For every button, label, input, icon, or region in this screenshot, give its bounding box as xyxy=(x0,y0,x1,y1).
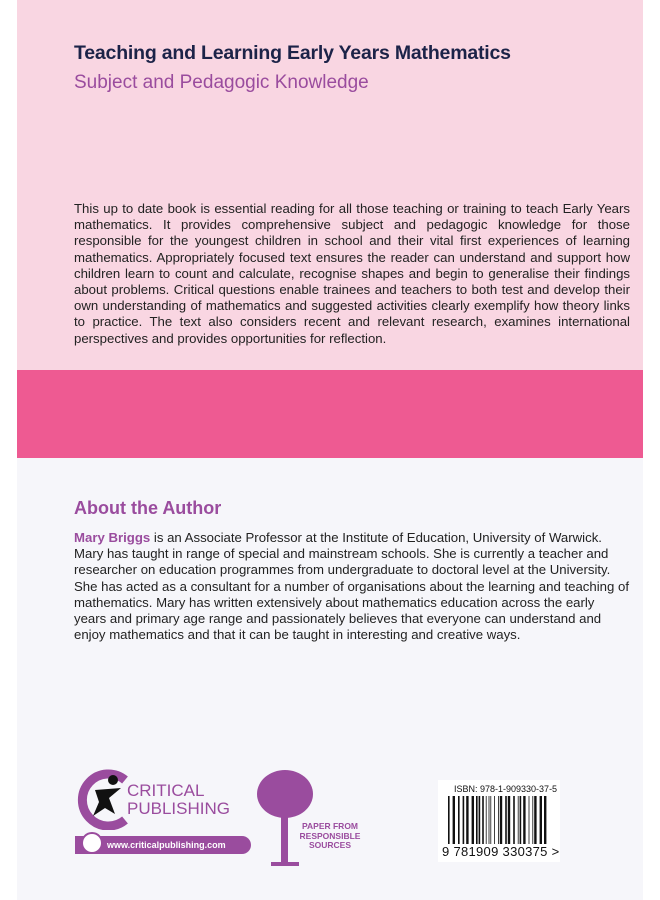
barcode-bar xyxy=(529,796,530,846)
isbn-text: ISBN: 978-1-909330-37-5 xyxy=(454,784,558,794)
critical-publishing-logo xyxy=(75,768,265,858)
barcode-bar xyxy=(458,796,460,846)
barcode-bar xyxy=(448,796,450,846)
barcode-bar xyxy=(453,796,455,846)
responsible-sources-logo xyxy=(255,768,365,868)
barcode-bar xyxy=(532,796,533,846)
barcode-bar xyxy=(505,796,507,846)
tree-icon xyxy=(255,768,315,868)
author-bio xyxy=(74,530,630,643)
barcode-bars xyxy=(446,796,552,846)
barcode-bar xyxy=(479,796,481,846)
blurb-text: This up to date book is essential reading for all those teaching or training to teach Early Years mathematics. It provides comprehensive subject and pedagogic knowledge for those responsible for the youngest children in school and their vital first experiences of learning mathematics. Appropriately focused text ensures the reader can understand and support how children learn to count and calculate, recognise shapes and begin to generalise their findings about problems. Critical questions enable trainees and teachers to both test and develop their own understanding of mathematics and suggested activities clearly exemplify how theory links to practice. The text also considers recent and relevant research, examines international perspectives and provides opportunities for reflection. xyxy=(74,201,630,346)
barcode-bar xyxy=(476,796,478,846)
barcode-bar xyxy=(463,796,465,846)
author-name: Mary Briggs xyxy=(74,530,151,545)
paper-label-2: RESPONSIBLE xyxy=(299,830,361,841)
barcode-bar xyxy=(544,796,546,846)
book-subtitle: Subject and Pedagogic Knowledge xyxy=(74,72,369,93)
barcode-bar xyxy=(472,796,474,846)
barcode-bar xyxy=(494,796,495,846)
author-bio-text: is an Associate Professor at the Institute of Education, University of Warwick. Mary has taught in range of special and mainstream schools. She is currently a teacher and researcher on education programmes from undergraduate to doctoral level at the University. She has acted as a consultant for a number of organisations about the learning and teaching of mathematics. Mary has written extensively about mathematics education across the early years and primary age range and passionately believes that everyone can understand and enjoy mathematics and that it can be taught in interesting and creative ways. xyxy=(74,530,629,643)
logo-line-2: PUBLISHING xyxy=(127,799,230,818)
book-title: Teaching and Learning Early Years Mathematics xyxy=(74,42,511,64)
barcode-bar xyxy=(534,796,536,846)
paper-label-1: PAPER FROM xyxy=(301,821,359,831)
barcode-bar xyxy=(518,796,519,846)
isbn-barcode xyxy=(438,780,560,862)
paper-label-3: SOURCES xyxy=(308,840,352,850)
globe-icon xyxy=(81,832,103,854)
logo-line-1: CRITICAL xyxy=(127,781,205,800)
publisher-url: www.criticalpublishing.com xyxy=(75,836,251,854)
about-author-heading: About the Author xyxy=(74,498,222,518)
barcode-digits: 9 781909 330375 > xyxy=(442,844,560,859)
barcode-bar xyxy=(540,796,542,846)
barcode-bar xyxy=(508,796,510,846)
barcode-bar xyxy=(482,796,484,846)
barcode-bar xyxy=(498,796,499,846)
magenta-band xyxy=(17,370,643,458)
runner-c-icon xyxy=(75,768,135,830)
barcode-bar xyxy=(489,796,490,846)
barcode-bar xyxy=(520,796,522,846)
barcode-bar xyxy=(490,796,491,846)
back-cover xyxy=(17,0,643,900)
barcode-bar xyxy=(466,796,468,846)
barcode-bar xyxy=(513,796,515,846)
barcode-bar xyxy=(523,796,525,846)
barcode-bar xyxy=(500,796,502,846)
barcode-bar xyxy=(486,796,487,846)
